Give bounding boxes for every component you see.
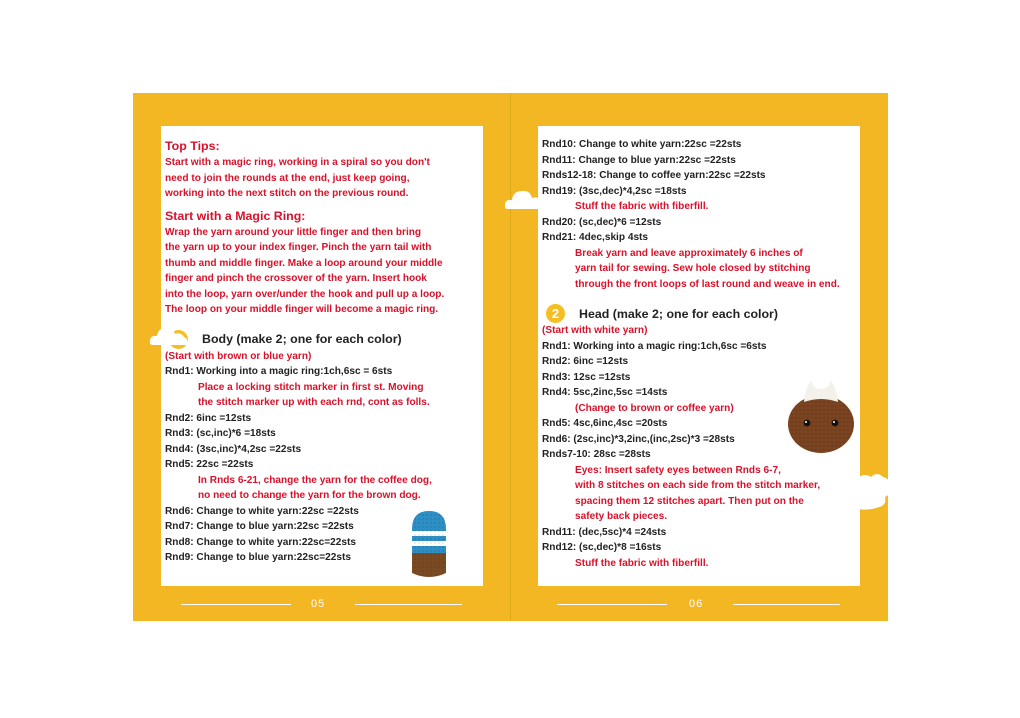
magic-ring-line: thumb and middle finger. Make a loop around your middle	[165, 257, 443, 269]
tips-text	[165, 155, 483, 202]
instruction-note: with 8 stitches on each side from the stitch marker,	[575, 480, 821, 491]
instruction-line: Rnd6: (2sc,inc)*3,2inc,(inc,2sc)*3 =28sts	[542, 433, 735, 445]
footer-rule-right-a	[557, 604, 667, 605]
instruction-line: Rnd12: (sc,dec)*8 =16sts	[542, 542, 662, 553]
instruction-note: Stuff the fabric with fiberfill.	[575, 557, 709, 569]
instruction-line: Rnd2: 6inc =12sts	[165, 412, 252, 424]
instruction-note: safety back pieces.	[575, 511, 668, 522]
instruction-note: no need to change the yarn for the brown dog.	[198, 490, 421, 501]
head-section-subtitle: (Start with white yarn)	[542, 325, 648, 336]
instruction-line: Rnds12-18: Change to coffee yarn:22sc =22sts	[542, 170, 766, 181]
instruction-line: Rnd9: Change to blue yarn:22sc=22sts	[165, 552, 351, 563]
instruction-note: In Rnds 6-21, change the yarn for the coffee dog,	[198, 474, 432, 486]
instruction-line: Rnd1: Working into a magic ring:1ch,6sc = 6sts	[165, 366, 393, 377]
body-illustration	[409, 509, 449, 581]
magic-ring-line: The loop on your middle finger will become a magic ring.	[165, 304, 439, 315]
right-page-panel	[538, 126, 860, 586]
instruction-line: Rnd1: Working into a magic ring:1ch,6sc =6sts	[542, 340, 767, 352]
instruction-note: (Change to brown or coffee yarn)	[575, 402, 734, 414]
instruction-line: Rnd5: 22sc =22sts	[165, 459, 254, 470]
instruction-line: Rnd8: Change to white yarn:22sc=22sts	[165, 536, 356, 548]
instruction-line: Rnd4: 5sc,2inc,5sc =14sts	[542, 387, 668, 398]
magic-ring-line: Wrap the yarn around your little finger and then bring	[165, 226, 422, 238]
instruction-line: Rnd19: (3sc,dec)*4,2sc =18sts	[542, 185, 687, 197]
instruction-note: Break yarn and leave approximately 6 inches of	[575, 247, 803, 259]
cloud-icon	[149, 323, 189, 347]
head-section-heading	[542, 304, 860, 323]
instruction-note: spacing them 12 stitches apart. Then put on the	[575, 495, 804, 507]
instruction-note: Place a locking stitch marker in first st. Moving	[198, 381, 424, 393]
left-page-content	[165, 138, 483, 566]
section-number-badge: 2	[546, 304, 565, 323]
body-instructions-continued	[542, 137, 860, 292]
instruction-note: yarn tail for sewing. Sew hole closed by stitching	[575, 263, 811, 274]
instruction-line: Rnd11: Change to blue yarn:22sc =22sts	[542, 154, 736, 166]
instruction-note: the stitch marker up with each rnd, cont as folls.	[198, 397, 430, 408]
body-section-subtitle: (Start with brown or blue yarn)	[165, 350, 312, 362]
instruction-line: Rnd6: Change to white yarn:22sc =22sts	[165, 505, 359, 517]
footer-rule-right-b	[733, 604, 840, 605]
magic-ring-line: finger and pinch the crossover of the yarn. Insert hook	[165, 273, 427, 284]
tips-line: Start with a magic ring, working in a spiral so you don't	[165, 157, 430, 168]
instruction-line: Rnd3: (sc,inc)*6 =18sts	[165, 428, 276, 439]
instruction-note: through the front loops of last round and weave in end.	[575, 278, 840, 290]
tips-line: need to join the rounds at the end, just keep going,	[165, 172, 410, 184]
instruction-line: Rnd10: Change to white yarn:22sc =22sts	[542, 139, 742, 150]
page-number-right: 06	[689, 598, 704, 610]
page-number-left: 05	[311, 598, 326, 610]
footer-rule-left-a	[181, 604, 291, 605]
head-illustration	[786, 372, 856, 456]
instruction-note: Stuff the fabric with fiberfill.	[575, 201, 709, 212]
magic-ring-text	[165, 225, 483, 318]
instruction-note: Eyes: Insert safety eyes between Rnds 6-7,	[575, 464, 781, 476]
left-page-panel	[161, 126, 483, 586]
footer-rule-left-b	[355, 604, 462, 605]
instruction-line: Rnd4: (3sc,inc)*4,2sc =22sts	[165, 443, 302, 455]
cloud-icon	[505, 183, 545, 211]
body-section-title: Body (make 2; one for each color)	[202, 332, 402, 346]
book-spread	[133, 93, 888, 621]
instruction-line: Rnd20: (sc,dec)*6 =12sts	[542, 216, 662, 228]
tips-line: working into the next stitch on the previous round.	[165, 188, 409, 199]
tips-title: Top Tips:	[165, 139, 220, 153]
instruction-line: Rnd5: 4sc,6inc,4sc =20sts	[542, 418, 668, 429]
instruction-line: Rnd7: Change to blue yarn:22sc =22sts	[165, 521, 354, 532]
magic-ring-title: Start with a Magic Ring:	[165, 208, 306, 223]
instruction-line: Rnd21: 4dec,skip 4sts	[542, 232, 649, 243]
body-section-heading	[165, 330, 483, 349]
instruction-line: Rnd3: 12sc =12sts	[542, 371, 631, 383]
instruction-line: Rnds7-10: 28sc =28sts	[542, 449, 651, 460]
instruction-line: Rnd11: (dec,5sc)*4 =24sts	[542, 526, 667, 538]
page-fold	[510, 93, 511, 621]
magic-ring-line: into the loop, yarn over/under the hook and pull up a loop.	[165, 288, 445, 300]
cloud-icon	[859, 471, 891, 511]
head-section-title: Head (make 2; one for each color)	[579, 306, 778, 321]
magic-ring-line: the yarn up to your index finger. Pinch the yarn tail with	[165, 242, 432, 253]
right-page-content	[542, 137, 860, 571]
instruction-line: Rnd2: 6inc =12sts	[542, 356, 629, 367]
